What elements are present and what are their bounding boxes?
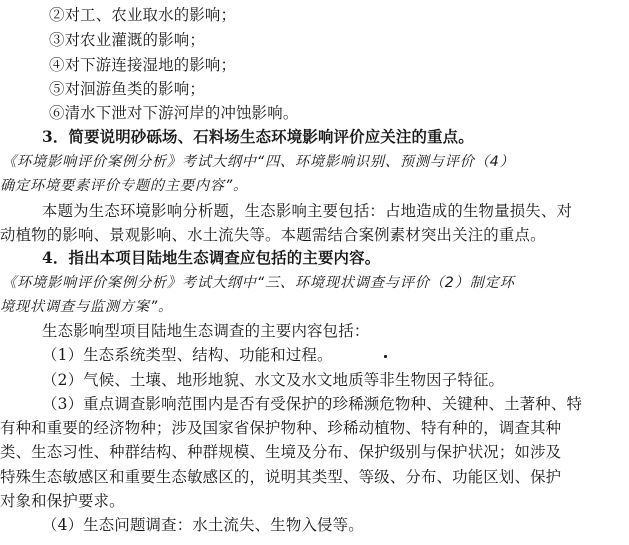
impact-item-6: ⑥清水下泄对下游河岸的冲蚀影响。 <box>49 104 299 122</box>
impact-item-2: ②对工、农业取水的影响； <box>49 6 237 24</box>
scan-speck <box>384 355 387 358</box>
survey-item-3-cont: 特殊生态敏感区和重要生态敏感区的，说明其类型、等级、分布、功能区划、保护 <box>0 468 562 486</box>
survey-item-3-cont: 对象和保护要求。 <box>0 492 125 510</box>
survey-item-3: （3）重点调查影响范围内是否有受保护的珍稀濒危物种、关键种、土著种、特 <box>42 395 583 413</box>
question-4-heading: 4．指出本项目陆地生态调查应包括的主要内容。 <box>42 249 381 267</box>
impact-item-3: ③对农业灌溉的影响； <box>49 31 205 49</box>
impact-item-5: ⑤对洄游鱼类的影响； <box>49 80 205 98</box>
survey-item-4: （4）生态问题调查：水土流失、生物入侵等。 <box>42 516 364 534</box>
question-3-heading: 3．简要说明砂砾场、石料场生态环境影响评价应关注的重点。 <box>42 128 474 146</box>
survey-item-3-cont: 有种和重要的经济物种；涉及国家省保护物种、珍稀动植物、特有种的，调查其种 <box>0 419 562 437</box>
survey-item-2: （2）气候、土壤、地形地貌、水文及水文地质等非生物因子特征。 <box>42 371 505 389</box>
exam-outline-citation: 《环境影响评价案例分析》考试大纲中“三、环境现状调查与评价（2）制定环 <box>2 275 515 291</box>
survey-item-3-cont: 类、生态习性、种群结构、种群规模、生境及分布、保护级别与保护状况；如涉及 <box>0 443 562 461</box>
impact-item-4: ④对下游连接湿地的影响； <box>49 56 237 74</box>
exam-outline-citation-cont: 确定环境要素评价专题的主要内容”。 <box>0 178 248 194</box>
answer-paragraph-cont: 动植物的影响、景观影响、水土流失等。本题需结合案例素材突出关注的重点。 <box>0 226 546 244</box>
answer-paragraph: 本题为生态环境影响分析题，生态影响主要包括：占地造成的生物量损失、对 <box>42 202 573 220</box>
survey-intro: 生态影响型项目陆地生态调查的主要内容包括： <box>42 322 370 340</box>
survey-item-1: （1）生态系统类型、结构、功能和过程。 <box>42 346 333 364</box>
exam-outline-citation-cont: 境现状调查与监测方案”。 <box>0 299 174 315</box>
exam-outline-citation: 《环境影响评价案例分析》考试大纲中“四、环境影响识别、预测与评价（4） <box>2 154 515 170</box>
